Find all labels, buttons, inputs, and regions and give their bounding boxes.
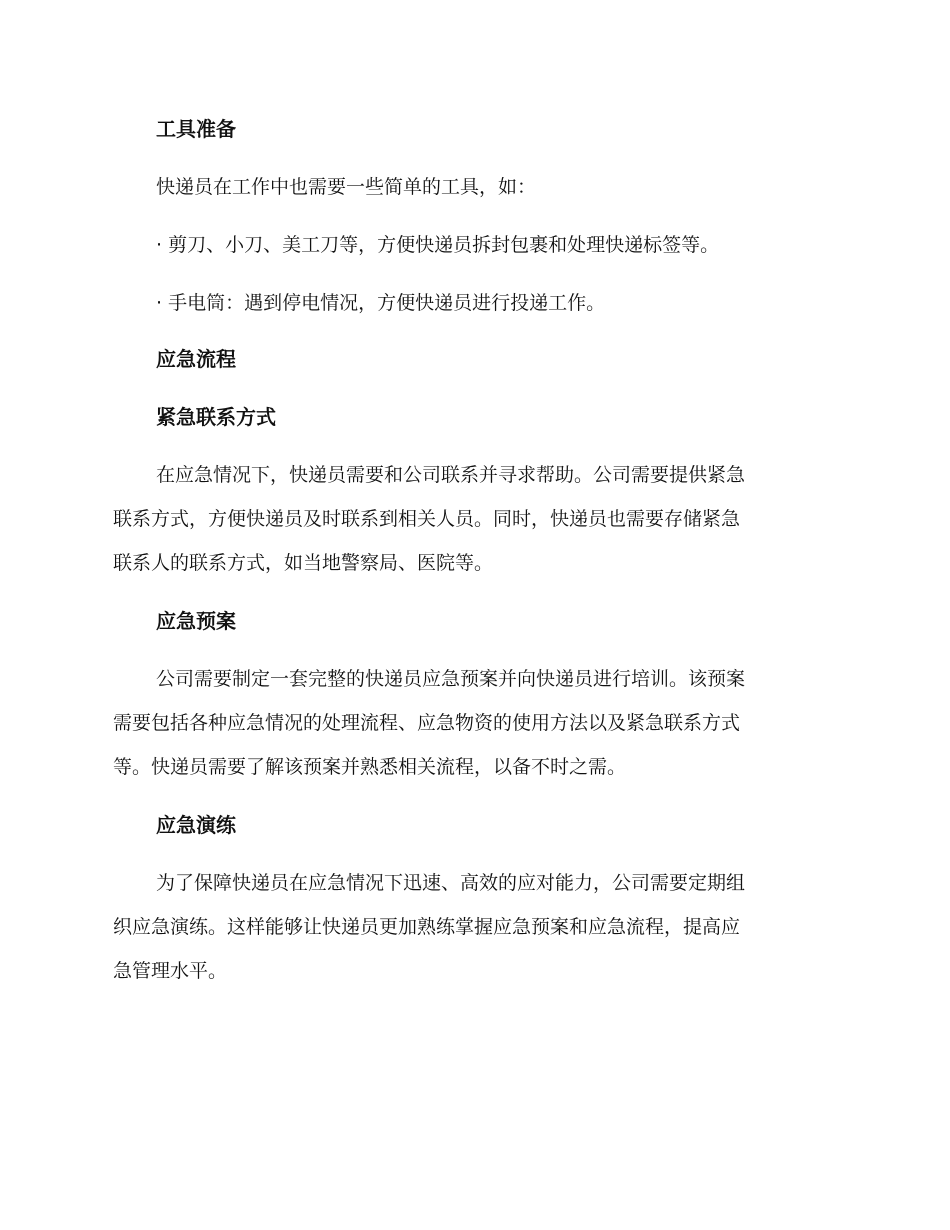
emergency-heading: 应急流程 [156, 347, 236, 371]
contact-line-3: 联系人的联系方式，如当地警察局、医院等。 [113, 552, 494, 574]
contact-heading: 紧急联系方式 [156, 405, 276, 429]
tools-intro: 快递员在工作中也需要一些简单的工具，如： [156, 176, 537, 198]
contact-line-1: 在应急情况下，快递员需要和公司联系并寻求帮助。公司需要提供紧急 [156, 464, 746, 486]
plan-line-2: 需要包括各种应急情况的处理流程、应急物资的使用方法以及紧急联系方式 [113, 712, 741, 734]
plan-line-3: 等。快递员需要了解该预案并熟悉相关流程，以备不时之需。 [113, 756, 627, 778]
plan-heading: 应急预案 [156, 609, 236, 633]
plan-line-1: 公司需要制定一套完整的快递员应急预案并向快递员进行培训。该预案 [156, 668, 746, 690]
drill-line-1: 为了保障快递员在应急情况下迅速、高效的应对能力，公司需要定期组 [156, 872, 746, 894]
drill-line-2: 织应急演练。这样能够让快递员更加熟练掌握应急预案和应急流程，提高应 [113, 916, 741, 938]
tools-item-flashlight: · 手电筒：遇到停电情况，方便快递员进行投递工作。 [156, 292, 606, 314]
contact-line-2: 联系方式，方便快递员及时联系到相关人员。同时，快递员也需要存储紧急 [113, 508, 741, 530]
tools-heading: 工具准备 [156, 117, 236, 141]
tools-item-scissors: · 剪刀、小刀、美工刀等，方便快递员拆封包裹和处理快递标签等。 [156, 234, 720, 256]
drill-heading: 应急演练 [156, 813, 236, 837]
drill-line-3: 急管理水平。 [113, 960, 228, 982]
